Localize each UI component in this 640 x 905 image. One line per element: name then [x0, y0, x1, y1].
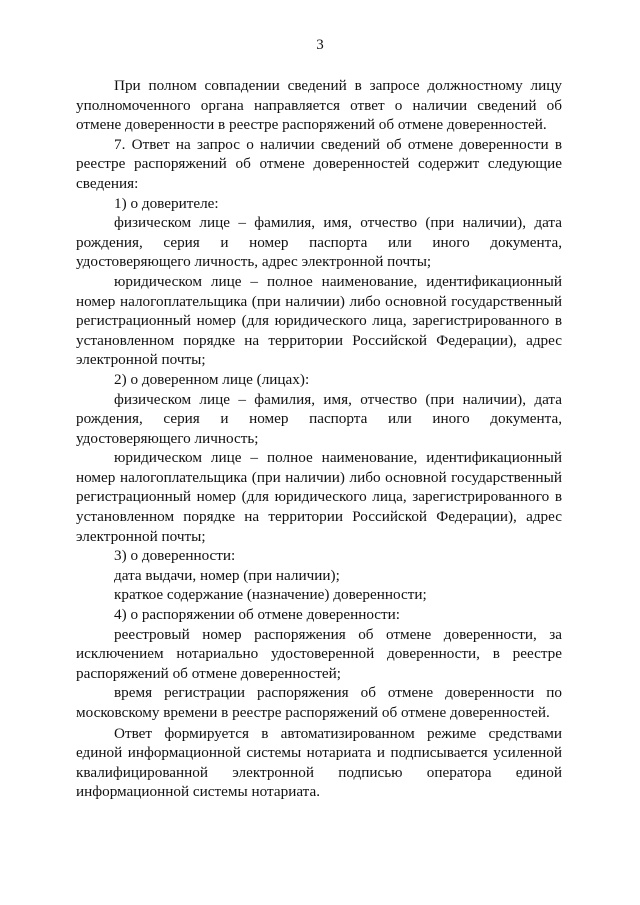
paragraph: реестровый номер распоряжения об отмене доверенности, за исключением нотариально удостоверенной доверенности, в реестре распоряжений об отмене доверенностей; [76, 625, 562, 682]
paragraph: юридическом лице – полное наименование, идентификационный номер налогоплательщика (при наличии) либо основной государственный регистрационный номер (для юридического лица, зарегистрированного в установленном порядке на территории Российской Федерации), адрес электронной почты; [76, 449, 562, 545]
paragraph: 3) о доверенности: [114, 547, 236, 565]
paragraph: краткое содержание (назначение) доверенности; [114, 586, 427, 604]
page-number: 3 [316, 37, 324, 53]
paragraph: При полном совпадении сведений в запросе должностному лицу уполномоченного органа направляется ответ о наличии сведений об отмене доверенности в реестре распоряжений об отмене доверенностей. [76, 77, 562, 134]
paragraph: время регистрации распоряжения об отмене доверенности по московскому времени в реестре распоряжений об отмене доверенностей. [76, 684, 562, 721]
paragraph: 1) о доверителе: [114, 194, 219, 212]
paragraph: физическом лице – фамилия, имя, отчество (при наличии), дата рождения, серия и номер паспорта или иного документа, удостоверяющего личность; [76, 390, 562, 447]
paragraph: Ответ формируется в автоматизированном режиме средствами единой информационной системы нотариата и подписывается усиленной квалифицированной электронной подписью оператора единой информационной системы нотариата. [76, 724, 562, 801]
paragraph: дата выдачи, номер (при наличии); [114, 566, 340, 584]
paragraph: физическом лице – фамилия, имя, отчество (при наличии), дата рождения, серия и номер паспорта или иного документа, удостоверяющего личность, адрес электронной почты; [76, 214, 562, 271]
paragraph: 7. Ответ на запрос о наличии сведений об отмене доверенности в реестре распоряжений об отмене доверенностей содержит следующие сведения: [76, 135, 562, 192]
paragraph: юридическом лице – полное наименование, идентификационный номер налогоплательщика (при наличии) либо основной государственный регистрационный номер (для юридического лица, зарегистрированного в установленном порядке на территории Российской Федерации), адрес электронной почты; [76, 272, 562, 369]
paragraph: 4) о распоряжении об отмене доверенности: [114, 606, 401, 624]
paragraph: 2) о доверенном лице (лицах): [114, 370, 310, 388]
document-body [76, 76, 562, 802]
